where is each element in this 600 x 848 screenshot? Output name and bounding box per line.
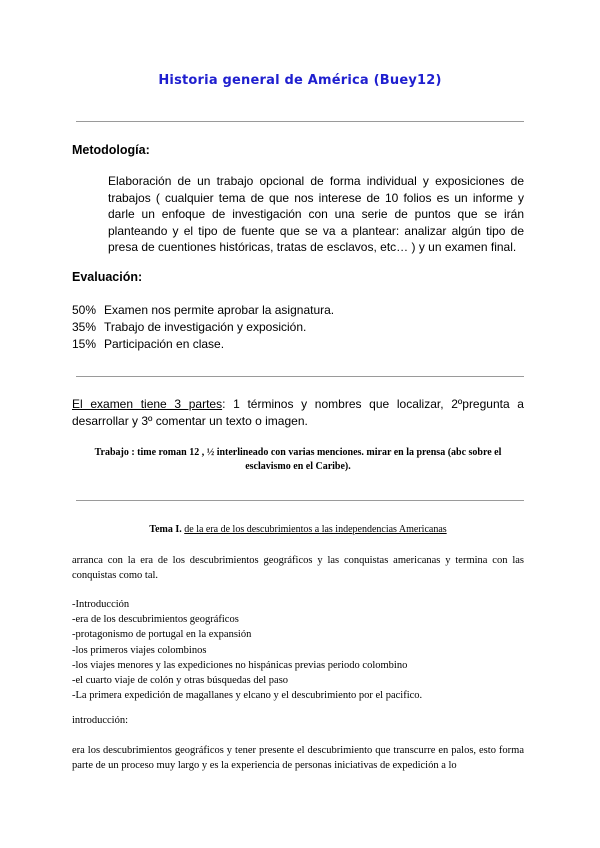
evaluation-text: Participación en clase. bbox=[104, 337, 225, 351]
outline-item: -los primeros viajes colombinos bbox=[72, 644, 207, 656]
tema-label: Tema I. bbox=[149, 524, 182, 535]
outline-item: -Introducción bbox=[72, 599, 130, 610]
evaluation-text: Trabajo de investigación y exposición. bbox=[104, 320, 307, 334]
evaluation-percent: 35% bbox=[72, 320, 97, 334]
evaluation-percent: 50% bbox=[72, 303, 97, 317]
tema-heading bbox=[72, 524, 524, 535]
methodology-text: Elaboración de un trabajo opcional de forma individual y exposiciones de trabajos ( cualquier tema de que nos interese de 10 folios es un informe y darle un enfoque de investigación con una serie de puntos que se irán planteando y el tipo de fuente que se va a plantear: analizar algún tipo de presa de cuentiones históricas, tratas de esclavos, etc… ) y un examen final. bbox=[108, 174, 524, 254]
exam-parts-detail: : 1 términos y nombres que localizar, 2ºpregunta a desarrollar y 3º comentar un texto o imagen. bbox=[72, 397, 524, 428]
exam-parts-underlined: El examen tiene 3 partes bbox=[72, 397, 223, 411]
evaluation-percent: 15% bbox=[72, 337, 97, 351]
outline-item: -el cuarto viaje de colón y otras búsquedas del paso bbox=[72, 674, 289, 686]
divider-1 bbox=[76, 121, 524, 122]
evaluation-list bbox=[72, 302, 334, 353]
outline-list bbox=[72, 597, 422, 703]
methodology-heading: Metodología: bbox=[72, 143, 150, 157]
intro-paragraph: arranca con la era de los descubrimientos geográficos y las conquistas americanas y termina con las conquistas como tal. bbox=[72, 555, 524, 581]
divider-3 bbox=[76, 500, 524, 501]
evaluation-item bbox=[72, 336, 334, 353]
evaluation-text: Examen nos permite aprobar la asignatura. bbox=[104, 303, 335, 317]
outline-item: -era de los descubrimientos geográficos bbox=[72, 614, 239, 626]
evaluation-heading: Evaluación: bbox=[72, 270, 143, 284]
outline-item: -los viajes menores y las expediciones no hispánicas previas periodo colombino bbox=[72, 659, 408, 671]
evaluation-item bbox=[72, 319, 334, 336]
introduction-paragraph: era los descubrimientos geográficos y tener presente el descubrimiento que transcurre en palos, esto forma parte de un proceso muy largo y es la experiencia de personas iniciativas de expedición a lo bbox=[72, 745, 524, 771]
outline-item: -La primera expedición de magallanes y elcano y el descubrimiento por el pacifico. bbox=[72, 690, 423, 702]
tema-title: de la era de los descubrimientos a las independencias Americanas bbox=[184, 524, 447, 535]
trabajo-note: Trabajo : time roman 12 , ½ interlineado con varias menciones. mirar en la prensa (abc sobre el esclavismo en el Caribe). bbox=[94, 447, 502, 472]
introduction-label: introducción: bbox=[72, 715, 128, 726]
exam-description bbox=[72, 396, 524, 429]
divider-2 bbox=[76, 376, 524, 377]
evaluation-item bbox=[72, 302, 334, 319]
outline-item: -protagonismo de portugal en la expansión bbox=[72, 629, 252, 641]
document-title: Historia general de América (Buey12) bbox=[158, 73, 442, 88]
